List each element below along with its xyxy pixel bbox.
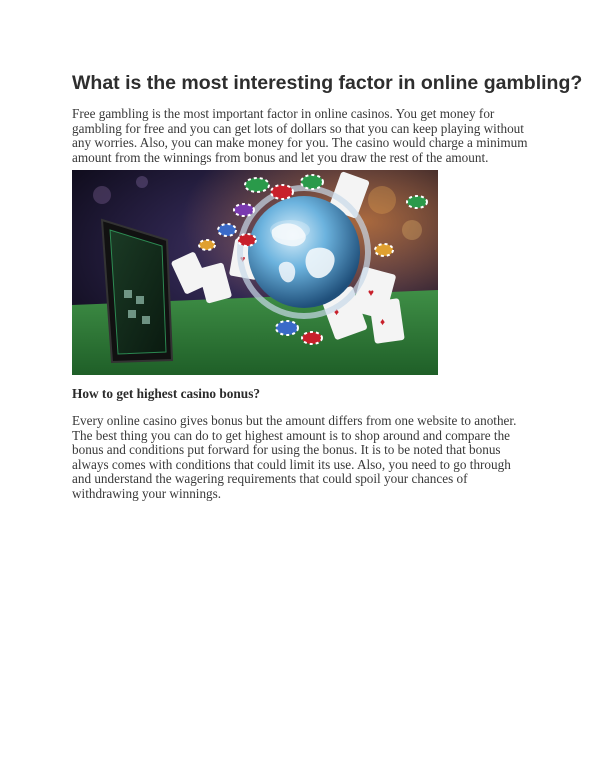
casino-image: [72, 170, 438, 375]
svg-text:♦: ♦: [380, 317, 386, 328]
section-paragraph: Every online casino gives bonus but the amount differs from one website to another. The best thing you can do to get highest amount is to shop around and compare the bonus and conditions put forward for using the bonus. It is to be noted that bonus always comes with conditions that could limit its use. Also, you need to go through and understand the wagering requirements that could spoil your chances of withdrawing your winnings.: [72, 413, 517, 501]
svg-text:♦: ♦: [334, 307, 340, 318]
page-title: What is the most interesting factor in online gambling?: [72, 72, 583, 94]
casino-illustration: [72, 170, 438, 375]
svg-text:♥: ♥: [240, 254, 246, 264]
tablet-icon: [102, 220, 172, 362]
svg-text:♥: ♥: [368, 288, 374, 299]
globe-icon: [240, 188, 368, 316]
intro-paragraph: Free gambling is the most important factor in online casinos. You get money for gambling for free and you can get lots of dollars so that you can keep playing without any worries. Also, you can make money for you. The casino would charge a minimum amount from the winnings from bonus and let you draw the rest of the amount.: [72, 106, 528, 165]
section-heading: How to get highest casino bonus?: [72, 386, 261, 401]
